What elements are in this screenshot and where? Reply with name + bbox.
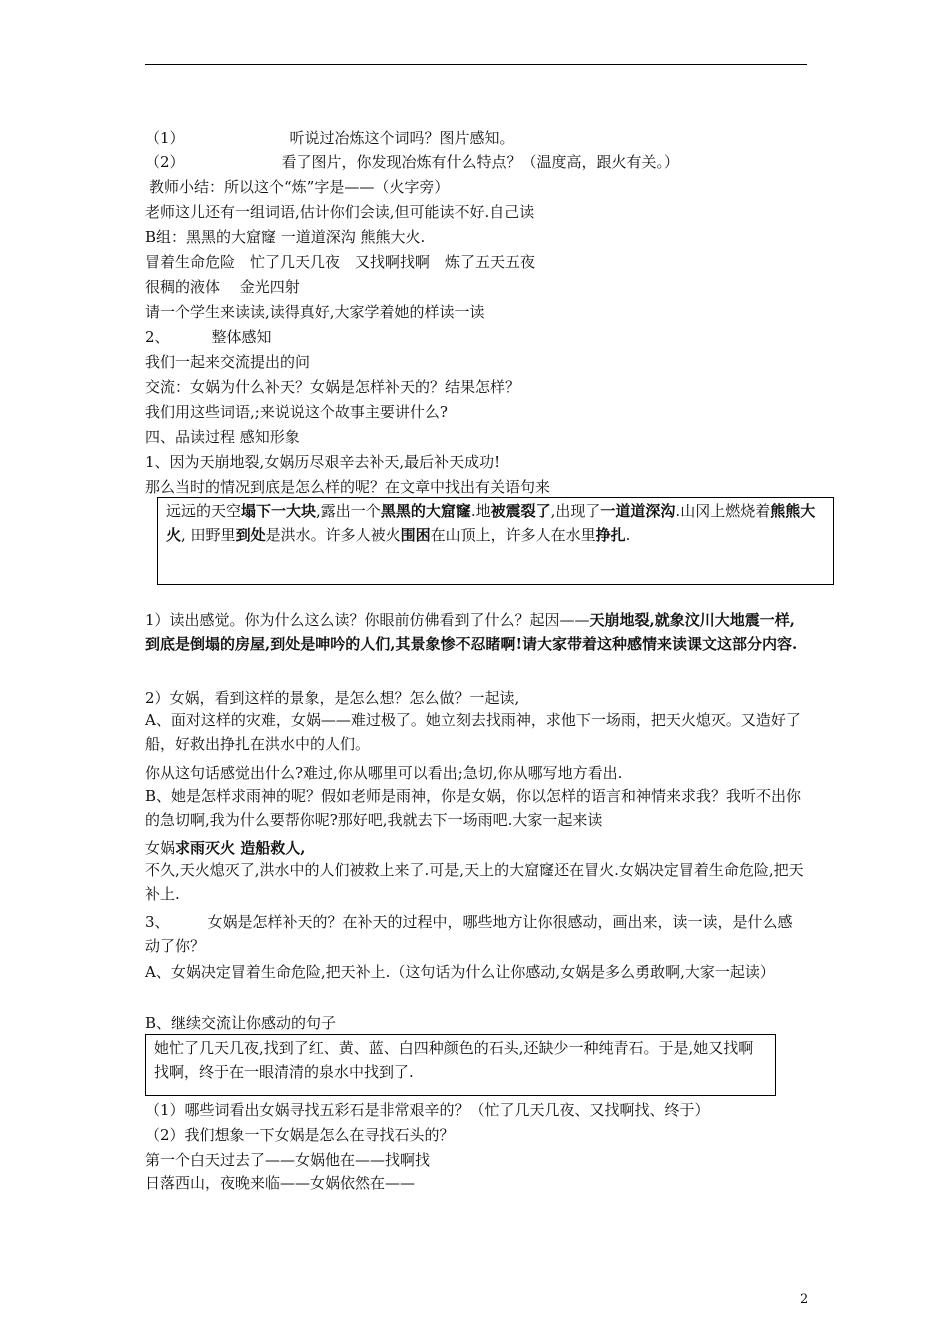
paragraph-14: 日落西山，夜晚来临——女娲依然在—— bbox=[145, 1174, 416, 1192]
teacher-summary: 教师小结：所以这个“炼”字是——（火字旁） bbox=[149, 178, 450, 196]
paragraph-9: A、女娲决定冒着生命危险,把天补上.（这句话为什么让你感动,女娲是多么勇敢啊,大家一起读） bbox=[145, 963, 775, 981]
line-9-text: 整体感知 bbox=[211, 328, 272, 346]
line-9-num: 2、 bbox=[145, 328, 170, 346]
line-7: 很稠的液体 金光四射 bbox=[145, 278, 300, 296]
paragraph-3: A、面对这样的灾难，女娲——难过极了。她立刻去找雨神，求他下一场雨，把天火熄灭。又造好了船，好救出挣扎在洪水中的人们。 bbox=[145, 711, 801, 753]
paragraph-12: （2）我们想象一下女娲是怎么在寻找石头的？ bbox=[145, 1126, 455, 1144]
line-6: 冒着生命危险 忙了几天几夜 又找啊找啊 炼了五天五夜 bbox=[145, 253, 536, 271]
paragraph-6: 女娲求雨灭火 造船救人, bbox=[145, 839, 306, 857]
quote-box-2: 她忙了几天几夜,找到了红、黄、蓝、白四种颜色的石头,还缺少一种纯青石。于是,她又找啊找啊，终于在一眼清清的泉水中找到了. bbox=[145, 1034, 776, 1096]
line-1 bbox=[145, 128, 515, 148]
paragraph-7: 不久,天火熄灭了,洪水中的人们被救上来了.可是,天上的大窟窿还在冒火.女娲决定冒着生命危险,把天补上. bbox=[145, 861, 804, 903]
paragraph-5: B、她是怎样求雨神的呢？假如老师是雨神，你是女娲，你以怎样的语言和神情来求我？我听不出你的急切啊,我为什么要帮你呢?那好吧,我就去下一场雨吧.大家一起来读 bbox=[145, 787, 802, 829]
paragraph-1: 1）读出感觉。你为什么这么读？你眼前仿佛看到了什么？起因——天崩地裂,就象汶川大地震一样,到底是倒塌的房屋,到处是呻吟的人们,其景象惨不忍睹啊!请大家带着这种感情来读课文这部分内容. bbox=[145, 611, 798, 653]
quote-box-1: 远远的天空塌下一大块,露出一个黑黑的大窟窿.地被震裂了,出现了一道道深沟.山冈上燃烧着熊熊大火, 田野里到处是洪水。许多人被火围困在山顶上，许多人在水里挣扎. bbox=[157, 497, 834, 585]
line-12: 我们用这些词语,;来说说这个故事主要讲什么? bbox=[145, 403, 448, 421]
paragraph-10: B、继续交流让你感动的句子 bbox=[145, 1014, 337, 1032]
paragraph-2: 2）女娲，看到这样的景象，是怎么想？怎么做？一起读, bbox=[145, 689, 520, 707]
line-2 bbox=[145, 152, 679, 172]
header-rule bbox=[145, 64, 807, 65]
paragraph-13: 第一个白天过去了——女娲他在——找啊找 bbox=[145, 1151, 431, 1169]
paragraph-8: 3、 女娲是怎样补天的？在补天的过程中，哪些地方让你很感动，画出来，读一读，是什么感动了你？ bbox=[145, 913, 793, 955]
line-1-num: （1） bbox=[145, 129, 185, 147]
line-2-num: （2） bbox=[145, 153, 185, 171]
section-heading: 四、品读过程 感知形象 bbox=[145, 428, 300, 446]
line-4: 老师这儿还有一组词语,估计你们会读,但可能读不好.自己读 bbox=[145, 203, 535, 221]
line-10: 我们一起来交流提出的问 bbox=[145, 353, 311, 371]
paragraph-11: （1）哪些词看出女娲寻找五彩石是非常艰辛的？（忙了几天几夜、又找啊找、终于） bbox=[145, 1101, 710, 1119]
line-9 bbox=[145, 327, 272, 347]
line-15: 那么当时的情况到底是怎么样的呢？在文章中找出有关语句来 bbox=[145, 478, 551, 496]
line-1-text: 听说过冶炼这个词吗？图片感知。 bbox=[289, 129, 515, 147]
line-2-text: 看了图片，你发现冶炼有什么特点？（温度高，跟火有关。） bbox=[281, 153, 680, 171]
line-14: 1、因为天崩地裂,女娲历尽艰辛去补天,最后补天成功! bbox=[145, 453, 501, 471]
line-8: 请一个学生来读读,读得真好,大家学着她的样读一读 bbox=[145, 303, 485, 321]
line-5: B组：黑黑的大窟窿 一道道深沟 熊熊大火. bbox=[145, 228, 426, 246]
page-number: 2 bbox=[800, 1292, 809, 1307]
line-11: 交流：女娲为什么补天？女娲是怎样补天的？结果怎样？ bbox=[145, 378, 521, 396]
paragraph-4: 你从这句话感觉出什么?难过,你从哪里可以看出;急切,你从哪写地方看出. bbox=[145, 764, 623, 782]
